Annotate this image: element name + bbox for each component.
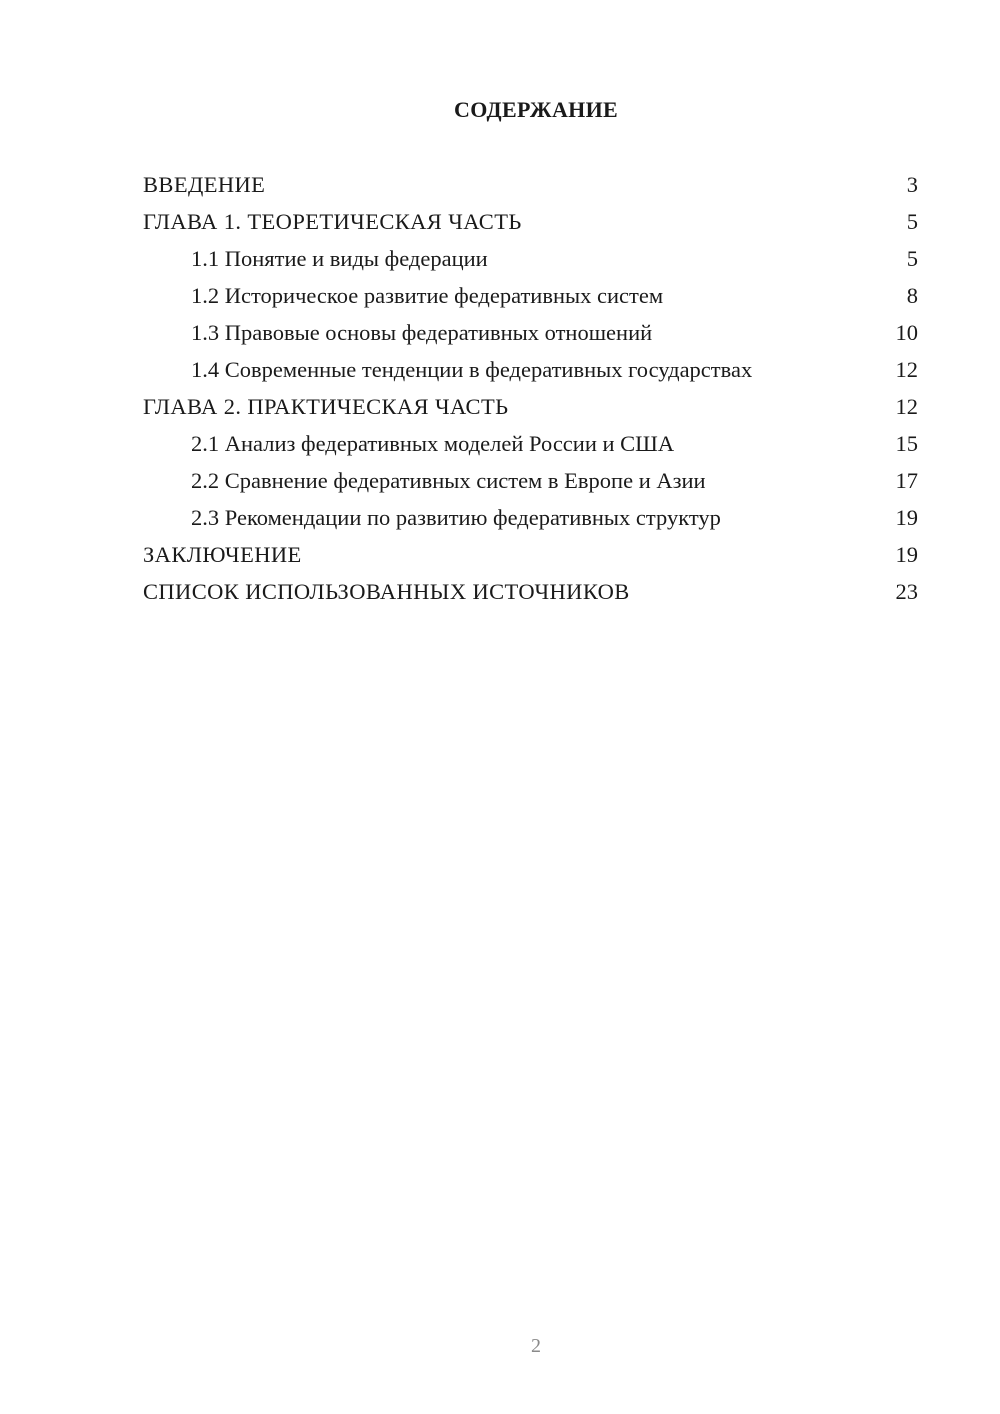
toc-subentry[interactable]: [143, 425, 918, 462]
toc-entry[interactable]: [143, 388, 918, 425]
toc-subentry[interactable]: [143, 314, 918, 351]
toc-entry-text: 1.3 Правовые основы федеративных отношений: [191, 320, 653, 345]
toc-entry-page: 5: [906, 246, 918, 271]
toc-subentry[interactable]: [143, 499, 918, 536]
toc-entry-text: ЗАКЛЮЧЕНИЕ: [143, 542, 302, 567]
toc-entry[interactable]: [143, 536, 918, 573]
toc-subentry[interactable]: [143, 351, 918, 388]
toc-entry-text: 1.4 Современные тенденции в федеративных государствах: [191, 357, 753, 382]
toc-entry-page: 17: [895, 468, 918, 493]
toc-subentry[interactable]: [143, 240, 918, 277]
toc-entry-page: 5: [906, 209, 918, 234]
toc-entry-page: 12: [895, 394, 918, 419]
toc-entry-text: 2.2 Сравнение федеративных систем в Европе и Азии: [191, 468, 706, 493]
page-number: 2: [531, 1335, 541, 1357]
toc-entry-page: 10: [895, 320, 918, 345]
toc-entry-text: ГЛАВА 1. ТЕОРЕТИЧЕСКАЯ ЧАСТЬ: [143, 209, 522, 234]
toc-entry-page: 3: [906, 172, 918, 197]
toc-entry[interactable]: [143, 166, 918, 203]
toc-entry-text: СПИСОК ИСПОЛЬЗОВАННЫХ ИСТОЧНИКОВ: [143, 579, 630, 604]
toc-subentry[interactable]: [143, 462, 918, 499]
table-of-contents: [143, 166, 918, 610]
toc-entry-page: 23: [895, 579, 918, 604]
toc-entry-text: ВВЕДЕНИЕ: [143, 172, 266, 197]
toc-title: СОДЕРЖАНИЕ: [454, 97, 618, 122]
toc-entry-text: ГЛАВА 2. ПРАКТИЧЕСКАЯ ЧАСТЬ: [143, 394, 509, 419]
toc-entry-text: 1.2 Историческое развитие федеративных систем: [191, 283, 664, 308]
toc-entry-page: 8: [906, 283, 918, 308]
toc-entry[interactable]: [143, 203, 918, 240]
toc-entry-page: 12: [895, 357, 918, 382]
toc-entry-page: 15: [895, 431, 918, 456]
toc-entry-page: 19: [895, 505, 918, 530]
toc-entry-text: 2.3 Рекомендации по развитию федеративных структур: [191, 505, 721, 530]
toc-entry[interactable]: [143, 573, 918, 610]
toc-subentry[interactable]: [143, 277, 918, 314]
toc-entry-text: 2.1 Анализ федеративных моделей России и США: [191, 431, 675, 456]
toc-entry-text: 1.1 Понятие и виды федерации: [191, 246, 488, 271]
toc-entry-page: 19: [895, 542, 918, 567]
